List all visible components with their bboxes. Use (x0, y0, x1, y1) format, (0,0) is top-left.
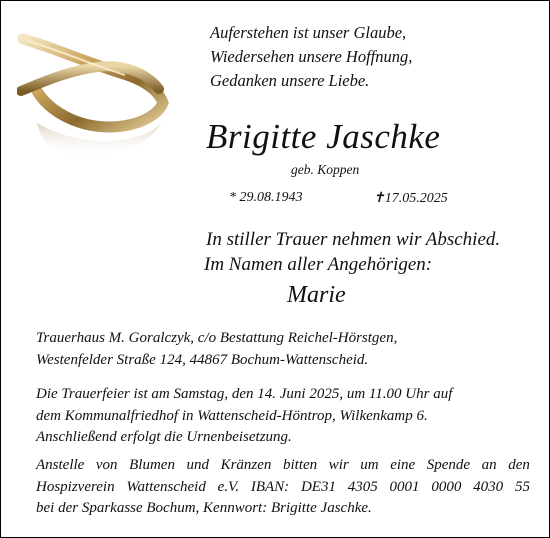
donation-line (36, 455, 530, 477)
donation-line: bei der Sparkasse Bochum, Kennwort: Brigitte Jaschke. (36, 500, 372, 516)
undertaker-line: Trauerhaus M. Goralczyk, c/o Bestattung Reichel-Hörstgen, (36, 330, 398, 346)
cross-icon: ✝ (373, 191, 385, 206)
ceremony-line: dem Kommunalfriedhof in Wattenscheid-Höntrop, Wilkenkamp 6. (36, 407, 428, 424)
mourning-text (206, 227, 500, 277)
donation-info (36, 455, 530, 520)
deceased-name: Brigitte Jaschke (206, 117, 441, 156)
ceremony-info (36, 384, 530, 449)
farewell-line: In stiller Trauer nehmen wir Abschied. (206, 229, 501, 250)
ichthys-fish-icon (17, 31, 171, 163)
verse-line: Auferstehen ist unser Glaube, (210, 23, 407, 42)
donation-word: um (360, 457, 379, 473)
verse-line: Wiedersehen unsere Hoffnung, (210, 47, 413, 66)
donation-word: 0001 (389, 478, 420, 495)
death-date-group (373, 190, 448, 207)
donation-word: und (186, 457, 210, 473)
donation-word: e.V. (217, 478, 240, 495)
donation-word: eine (390, 457, 416, 473)
death-date: 17.05.2025 (384, 191, 448, 206)
ceremony-line: Anschließend erfolgt die Urnenbeisetzung. (36, 429, 292, 445)
donation-word: den (508, 457, 530, 473)
donation-word: Hospizverein (36, 478, 115, 495)
ceremony-line: Die Trauerfeier ist am Samstag, den 14. Juni 2025, um 11.00 Uhr auf (36, 386, 453, 402)
undertaker-info (36, 328, 530, 371)
verse-line: Gedanken unsere Liebe. (210, 71, 370, 90)
donation-word: Kränzen (220, 457, 272, 473)
donation-word: von (95, 457, 118, 473)
donation-word: Anstelle (36, 457, 85, 473)
donation-word: IBAN: (250, 478, 290, 495)
donation-word: an (481, 457, 497, 473)
undertaker-line: Westenfelder Straße 124, 44867 Bochum-Wattenscheid. (36, 351, 369, 368)
donation-word: Wattenscheid (126, 478, 206, 495)
donation-word: DE31 (300, 478, 336, 495)
donation-line (36, 477, 530, 499)
signer-name: Marie (287, 282, 346, 308)
donation-word: Spende (426, 457, 471, 473)
relatives-line: Im Namen aller Angehörigen: (204, 254, 433, 275)
donation-word: 4305 (347, 478, 378, 495)
birth-date: * 29.08.1943 (229, 190, 303, 205)
donation-word: 0000 (431, 478, 462, 495)
donation-word: Blumen (129, 457, 175, 473)
verse (210, 21, 412, 93)
donation-word: 4030 (473, 478, 504, 495)
donation-word: bitten (282, 457, 318, 473)
donation-word: 55 (514, 478, 530, 495)
donation-word: wir (328, 457, 349, 473)
maiden-name: geb. Koppen (291, 162, 360, 177)
